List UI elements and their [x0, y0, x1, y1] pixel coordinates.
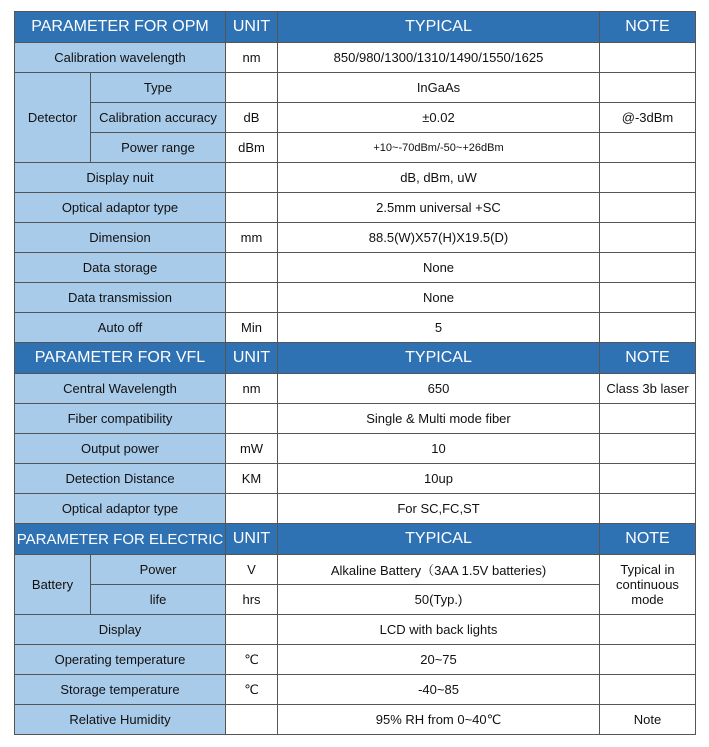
row-label: Calibration accuracy	[91, 103, 226, 133]
row-note	[600, 434, 696, 464]
table-row	[15, 374, 696, 404]
electric-header-typical: TYPICAL	[278, 524, 600, 555]
table-row	[15, 313, 696, 343]
row-unit: dBm	[226, 133, 278, 163]
row-unit	[226, 283, 278, 313]
table-row	[15, 645, 696, 675]
row-unit: ℃	[226, 675, 278, 705]
row-note	[600, 645, 696, 675]
row-label: Type	[91, 73, 226, 103]
table-row	[15, 615, 696, 645]
row-label: Optical adaptor type	[15, 494, 226, 524]
row-label: Storage temperature	[15, 675, 226, 705]
table-row	[15, 464, 696, 494]
row-unit: dB	[226, 103, 278, 133]
row-typical: 20~75	[278, 645, 600, 675]
opm-header-unit: UNIT	[226, 12, 278, 43]
opm-header-typical: TYPICAL	[278, 12, 600, 43]
row-typical: 10up	[278, 464, 600, 494]
row-label: Data storage	[15, 253, 226, 283]
row-label: Power	[91, 555, 226, 585]
table-row	[15, 585, 696, 615]
table-row	[15, 43, 696, 73]
row-label: Calibration wavelength	[15, 43, 226, 73]
opm-header-row	[15, 12, 696, 43]
row-note: @-3dBm	[600, 103, 696, 133]
electric-header-note: NOTE	[600, 524, 696, 555]
row-label: Dimension	[15, 223, 226, 253]
battery-note: Typical in continuous mode	[600, 555, 696, 615]
row-note	[600, 313, 696, 343]
row-typical: 10	[278, 434, 600, 464]
row-unit	[226, 404, 278, 434]
table-row	[15, 133, 696, 163]
row-typical: 2.5mm universal +SC	[278, 193, 600, 223]
row-unit	[226, 253, 278, 283]
row-unit: mm	[226, 223, 278, 253]
row-note	[600, 404, 696, 434]
table-row	[15, 73, 696, 103]
row-label: Auto off	[15, 313, 226, 343]
table-row	[15, 555, 696, 585]
vfl-header-param: PARAMETER FOR VFL	[15, 343, 226, 374]
vfl-header-note: NOTE	[600, 343, 696, 374]
row-label: life	[91, 585, 226, 615]
table-row	[15, 404, 696, 434]
table-row	[15, 193, 696, 223]
row-note	[600, 283, 696, 313]
row-note	[600, 73, 696, 103]
row-note	[600, 43, 696, 73]
row-typical: -40~85	[278, 675, 600, 705]
row-unit: ℃	[226, 645, 278, 675]
row-unit: KM	[226, 464, 278, 494]
electric-header-param: PARAMETER FOR ELECTRIC	[15, 524, 226, 555]
row-label: Central Wavelength	[15, 374, 226, 404]
row-label: Data transmission	[15, 283, 226, 313]
detector-group-label: Detector	[15, 73, 91, 163]
row-typical: Alkaline Battery（3AA 1.5V batteries)	[278, 555, 600, 585]
row-unit: mW	[226, 434, 278, 464]
row-note	[600, 464, 696, 494]
row-typical: None	[278, 283, 600, 313]
electric-header-row	[15, 524, 696, 555]
row-unit	[226, 73, 278, 103]
row-label: Optical adaptor type	[15, 193, 226, 223]
row-typical: For SC,FC,ST	[278, 494, 600, 524]
row-typical: Single & Multi mode fiber	[278, 404, 600, 434]
row-note	[600, 133, 696, 163]
row-label: Display	[15, 615, 226, 645]
row-unit	[226, 705, 278, 735]
row-label: Detection Distance	[15, 464, 226, 494]
row-typical: +10~-70dBm/-50~+26dBm	[278, 133, 600, 163]
table-row	[15, 434, 696, 464]
table-row	[15, 103, 696, 133]
row-typical: 5	[278, 313, 600, 343]
row-note	[600, 223, 696, 253]
row-note	[600, 193, 696, 223]
row-unit	[226, 494, 278, 524]
row-typical: 95% RH from 0~40℃	[278, 705, 600, 735]
table-row	[15, 705, 696, 735]
row-note	[600, 163, 696, 193]
row-typical: dB, dBm, uW	[278, 163, 600, 193]
row-note	[600, 675, 696, 705]
table-row	[15, 494, 696, 524]
row-label: Relative Humidity	[15, 705, 226, 735]
table-row	[15, 283, 696, 313]
row-note: Class 3b laser	[600, 374, 696, 404]
row-typical: ±0.02	[278, 103, 600, 133]
row-unit: V	[226, 555, 278, 585]
row-typical: 50(Typ.)	[278, 585, 600, 615]
row-unit: nm	[226, 374, 278, 404]
battery-group-label: Battery	[15, 555, 91, 615]
row-unit: Min	[226, 313, 278, 343]
opm-header-note: NOTE	[600, 12, 696, 43]
table-row	[15, 163, 696, 193]
row-note: Note	[600, 705, 696, 735]
row-typical: LCD with back lights	[278, 615, 600, 645]
row-note	[600, 494, 696, 524]
row-typical: 88.5(W)X57(H)X19.5(D)	[278, 223, 600, 253]
vfl-header-typical: TYPICAL	[278, 343, 600, 374]
opm-header-param: PARAMETER FOR OPM	[15, 12, 226, 43]
row-unit	[226, 615, 278, 645]
electric-header-unit: UNIT	[226, 524, 278, 555]
row-typical: InGaAs	[278, 73, 600, 103]
row-label: Power range	[91, 133, 226, 163]
row-label: Operating temperature	[15, 645, 226, 675]
row-label: Output power	[15, 434, 226, 464]
row-typical: 850/980/1300/1310/1490/1550/1625	[278, 43, 600, 73]
row-unit: hrs	[226, 585, 278, 615]
table-row	[15, 223, 696, 253]
row-unit	[226, 163, 278, 193]
row-typical: 650	[278, 374, 600, 404]
row-note	[600, 615, 696, 645]
vfl-header-unit: UNIT	[226, 343, 278, 374]
row-unit: nm	[226, 43, 278, 73]
table-row	[15, 253, 696, 283]
spec-table	[14, 11, 696, 735]
row-label: Fiber compatibility	[15, 404, 226, 434]
row-note	[600, 253, 696, 283]
row-unit	[226, 193, 278, 223]
vfl-header-row	[15, 343, 696, 374]
row-label: Display nuit	[15, 163, 226, 193]
table-row	[15, 675, 696, 705]
row-typical: None	[278, 253, 600, 283]
